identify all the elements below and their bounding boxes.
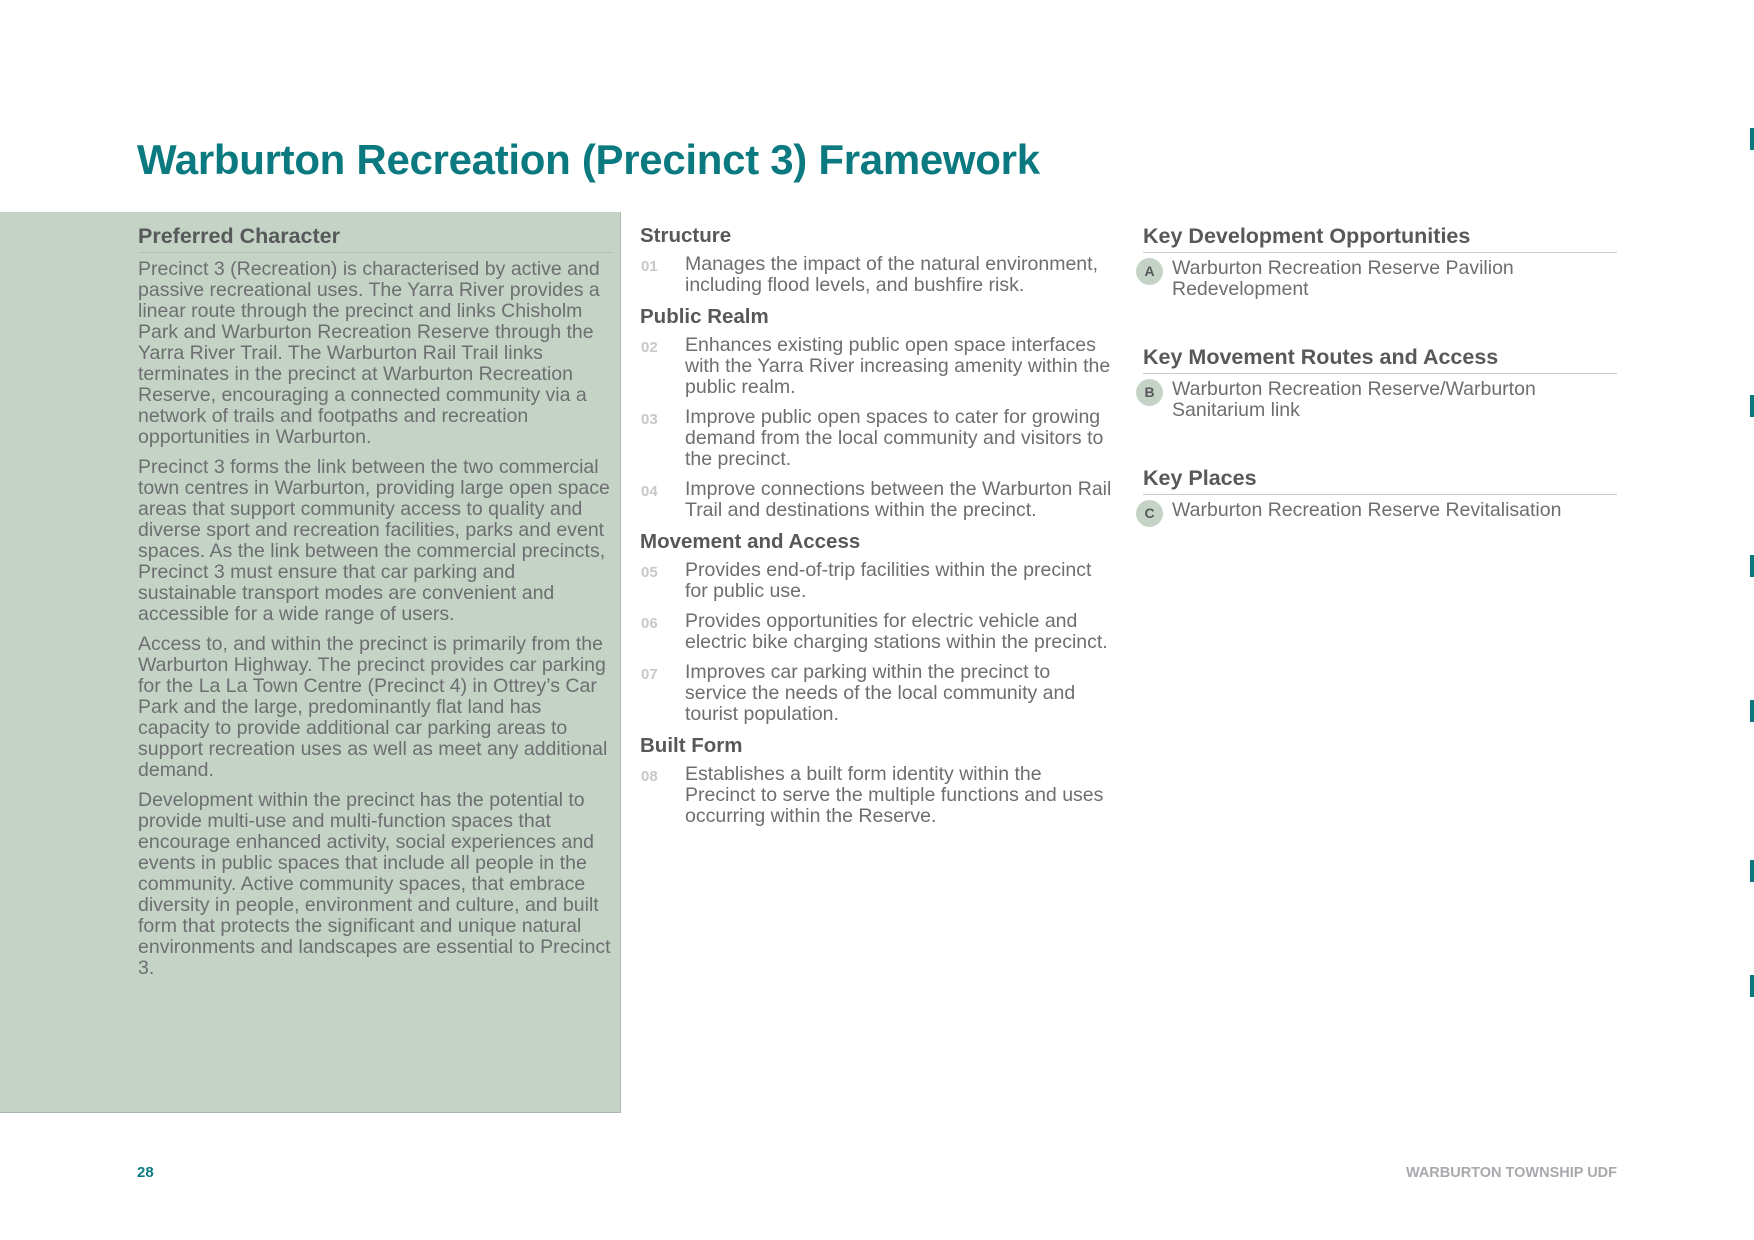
- objective-number: 06: [641, 615, 658, 632]
- objective-item: [640, 764, 1115, 827]
- movement-text: Warburton Recreation Reserve/Warburton Sanitarium link: [1172, 378, 1536, 421]
- movement-access-heading: Movement and Access: [640, 530, 861, 553]
- objective-text: Improves car parking within the precinct to service the needs of the local community and tourist population.: [685, 661, 1076, 725]
- edge-tab-marker: [1750, 860, 1754, 882]
- objectives-column: [640, 224, 1115, 836]
- preferred-character-paragraph: Access to, and within the precinct is primarily from the Warburton Highway. The precinct provides car parking for the La La Town Centre (Precinct 4) in Ottrey’s Car Park and the large, predominantly flat land has capacity to provide additional car parking areas to support recreation uses as well as meet any additional demand.: [138, 633, 608, 781]
- structure-heading: Structure: [640, 224, 732, 247]
- edge-tab-marker: [1750, 128, 1754, 150]
- objective-number: 07: [641, 666, 658, 683]
- objective-number: 01: [641, 258, 658, 275]
- objective-number: 05: [641, 564, 658, 581]
- objective-number: 04: [641, 483, 658, 500]
- objective-number: 03: [641, 411, 658, 428]
- objective-text: Provides end-of-trip facilities within the precinct for public use.: [685, 559, 1092, 602]
- objective-item: [640, 407, 1115, 470]
- objective-item: [640, 254, 1115, 296]
- page-number: 28: [137, 1164, 154, 1181]
- key-items-column: [1143, 224, 1617, 566]
- key-places: [1143, 466, 1617, 521]
- key-development-heading: Key Development Opportunities: [1143, 224, 1617, 253]
- preferred-character-section: [138, 224, 613, 979]
- objective-text: Provides opportunities for electric vehicle and electric bike charging stations within the precinct.: [685, 610, 1108, 653]
- preferred-character-paragraph: Precinct 3 forms the link between the two commercial town centres in Warburton, providing large open space areas that support community access to quality and diverse sport and recreation facilities, parks and event spaces. As the link between the commercial precincts, Precinct 3 must ensure that car parking and sustainable transport modes are convenient and accessible for a wide range of users.: [138, 456, 610, 625]
- key-places-heading: Key Places: [1143, 466, 1617, 495]
- key-movement-routes: [1143, 345, 1617, 421]
- objective-item: [640, 335, 1115, 398]
- objective-text: Manages the impact of the natural environment, including flood levels, and bushfire risk.: [685, 253, 1098, 296]
- movement-item: [1143, 379, 1617, 421]
- objective-item: [640, 479, 1115, 521]
- place-item: [1143, 500, 1617, 521]
- preferred-character-paragraph: Precinct 3 (Recreation) is characterised by active and passive recreational uses. The Yarra River provides a linear route through the precinct and links Chisholm Park and Warburton Recreation Reserve through the Yarra River Trail. The Warburton Rail Trail links terminates in the precinct at Warburton Recreation Reserve, encouraging a connected community via a network of trails and footpaths and recreation opportunities in Warburton.: [138, 258, 600, 448]
- badge-b: B: [1136, 379, 1163, 406]
- objective-number: 02: [641, 339, 658, 356]
- objective-number: 08: [641, 768, 658, 785]
- objective-text: Enhances existing public open space interfaces with the Yarra River increasing amenity within the public realm.: [685, 334, 1111, 398]
- public-realm-heading: Public Realm: [640, 305, 769, 328]
- preferred-character-paragraph: Development within the precinct has the potential to provide multi-use and multi-function spaces that encourage enhanced activity, social experiences and events in public spaces that include all people in the community. Active community spaces, that embrace diversity in people, environment and culture, and built form that protects the significant and unique natural environments and landscapes are essential to Precinct 3.: [138, 789, 611, 979]
- objective-item: [640, 662, 1115, 725]
- opportunity-item: [1143, 258, 1617, 300]
- objective-text: Improve public open spaces to cater for growing demand from the local community and visitors to the precinct.: [685, 406, 1104, 470]
- edge-tab-marker: [1750, 700, 1754, 722]
- key-development-opportunities: [1143, 224, 1617, 300]
- objective-text: Improve connections between the Warburton Rail Trail and destinations within the precinct.: [685, 478, 1112, 521]
- page-title: Warburton Recreation (Precinct 3) Framework: [137, 136, 1040, 183]
- badge-a: A: [1136, 258, 1163, 285]
- edge-tab-marker: [1750, 555, 1754, 577]
- edge-tab-marker: [1750, 975, 1754, 997]
- preferred-character-heading: Preferred Character: [138, 224, 613, 253]
- footer-document-title: WARBURTON TOWNSHIP UDF: [1405, 1165, 1617, 1181]
- key-movement-heading: Key Movement Routes and Access: [1143, 345, 1617, 374]
- place-text: Warburton Recreation Reserve Revitalisation: [1172, 499, 1562, 521]
- objective-item: [640, 611, 1115, 653]
- built-form-heading: Built Form: [640, 734, 743, 757]
- edge-tab-marker: [1750, 395, 1754, 417]
- objective-item: [640, 560, 1115, 602]
- opportunity-text: Warburton Recreation Reserve Pavilion Redevelopment: [1172, 257, 1514, 300]
- objective-text: Establishes a built form identity within the Precinct to serve the multiple functions and uses occurring within the Reserve.: [685, 763, 1104, 827]
- badge-c: C: [1136, 500, 1163, 527]
